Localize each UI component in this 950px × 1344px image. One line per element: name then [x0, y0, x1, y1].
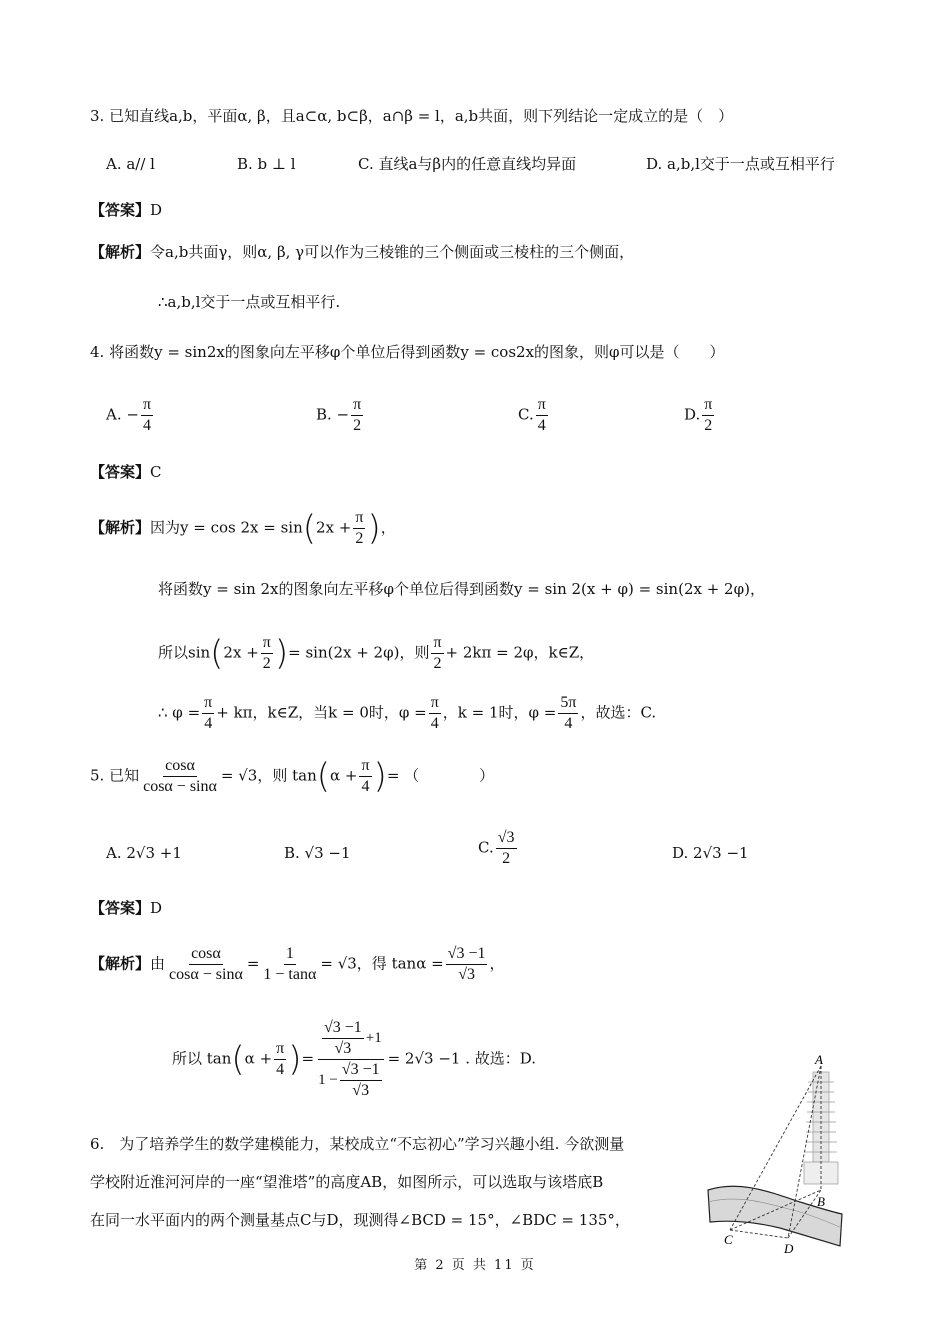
answer-value: D — [150, 201, 163, 219]
q4-option-a — [106, 395, 155, 436]
fraction — [446, 944, 488, 985]
line-cd — [730, 1230, 788, 1238]
numerator: π — [202, 693, 214, 714]
denominator: 2 — [262, 655, 271, 672]
compound-fraction — [316, 1018, 386, 1101]
q5-stem — [90, 756, 494, 797]
q4-option-d — [684, 395, 716, 436]
answer-label: 【答案】 — [90, 201, 151, 219]
fraction — [202, 693, 214, 734]
q5-analysis-2 — [172, 1018, 536, 1101]
right-paren: ) — [274, 633, 289, 674]
equals: = — [301, 1049, 315, 1068]
q4-option-b — [316, 395, 365, 436]
q3-option-d: D. a,b,l交于一点或互相平行 — [646, 155, 835, 173]
label-d: D — [784, 1241, 794, 1256]
fraction — [340, 1060, 382, 1101]
analysis-label: 【解析】 — [90, 518, 151, 537]
numerator: cosα — [163, 756, 197, 777]
tower-figure — [700, 1052, 850, 1262]
text: = √3，得 tanα = — [320, 954, 444, 973]
numerator: π — [274, 1039, 286, 1060]
page-footer: 第 2 页 共 11 页 — [414, 1258, 536, 1273]
denominator: cosα − sinα — [143, 778, 217, 795]
analysis-text: 令a,b共面γ，则α, β, γ可以作为三棱锥的三个侧面或三棱柱的三个侧面， — [150, 243, 635, 261]
q3-option-a: A. a// l — [106, 155, 155, 173]
analysis-label: 【解析】 — [90, 954, 151, 973]
q5-option-c — [478, 828, 519, 869]
left-paren: ( — [210, 633, 224, 674]
q4-option-c — [518, 395, 550, 436]
left-paren: ( — [302, 508, 317, 549]
numerator: 5π — [558, 693, 578, 714]
q5-option-b: B. √3 −1 — [284, 844, 351, 862]
label-a: A — [815, 1052, 823, 1067]
text: 1 − — [318, 1071, 338, 1088]
numerator: π — [359, 756, 371, 777]
text: + kπ，k∈Z，当k = 0时，φ = — [216, 703, 427, 722]
fraction — [141, 395, 153, 436]
left-paren: ( — [231, 1039, 245, 1080]
text: 5. 已知 — [90, 766, 140, 785]
compound-numerator — [318, 1018, 384, 1060]
text: 所以sin — [158, 643, 211, 662]
q3-option-c: C. 直线a与β内的任意直线均异面 — [358, 155, 577, 173]
text: 2x + — [316, 518, 352, 537]
q3-analysis-1 — [90, 241, 634, 263]
text: = （ ） — [386, 766, 495, 785]
fraction — [431, 633, 443, 674]
q4-analysis-1 — [90, 508, 396, 549]
fraction — [353, 508, 365, 549]
numerator: √3 — [496, 828, 517, 849]
denominator: √3 — [334, 1040, 352, 1057]
text: ∴ φ = — [158, 703, 201, 722]
text: = 2√3 −1 . 故选：D. — [387, 1049, 537, 1068]
answer-value: C — [150, 463, 162, 481]
denominator: 2 — [433, 655, 442, 672]
option-prefix: C. — [518, 405, 534, 424]
fraction — [261, 944, 318, 985]
text: 由 — [150, 954, 166, 973]
text: α + — [244, 1049, 273, 1068]
text: ， — [380, 518, 396, 537]
text: +1 — [365, 1029, 382, 1046]
fraction — [429, 693, 441, 734]
numerator: √3 −1 — [322, 1018, 364, 1039]
fraction — [322, 1018, 364, 1059]
q4-answer — [90, 461, 162, 483]
option-prefix: A. − — [106, 405, 139, 424]
answer-value: D — [150, 899, 163, 917]
denominator: 4 — [537, 417, 546, 434]
denominator: 4 — [564, 715, 573, 732]
q5-option-a: A. 2√3 +1 — [106, 844, 182, 862]
fraction — [141, 756, 219, 797]
option-prefix: B. − — [316, 405, 350, 424]
fraction — [558, 693, 578, 734]
right-paren: ) — [373, 756, 387, 797]
denominator: 2 — [502, 850, 511, 867]
denominator: 1 − tanα — [263, 966, 317, 983]
fraction — [496, 828, 517, 869]
fraction — [359, 756, 371, 797]
q5-option-d: D. 2√3 −1 — [672, 844, 749, 862]
q6-line-2: 学校附近淮河河岸的一座“望淮塔”的高度AB，如图所示，可以选取与该塔底B — [90, 1173, 604, 1191]
q3-analysis-2: ∴a,b,l交于一点或互相平行. — [158, 293, 341, 311]
option-prefix: C. — [478, 838, 494, 857]
text: = √3，则 tan — [220, 766, 317, 785]
analysis-label: 【解析】 — [90, 243, 151, 261]
denominator: √3 — [458, 966, 475, 983]
text: = — [246, 954, 260, 973]
q6-line-1: 6. 为了培养学生的数学建模能力，某校成立“不忘初心”学习兴趣小组. 今欲测量 — [90, 1135, 625, 1153]
fraction — [261, 633, 273, 674]
left-paren: ( — [316, 756, 330, 797]
denominator: 4 — [430, 715, 439, 732]
q4-analysis-2: 将函数y = sin 2x的图象向左平移φ个单位后得到函数y = sin 2(x + φ) = sin(2x + 2φ)， — [158, 580, 765, 598]
text: + 2kπ = 2φ，k∈Z， — [445, 643, 595, 662]
numerator: π — [536, 395, 548, 416]
label-c: C — [724, 1232, 733, 1247]
option-prefix: D. — [684, 405, 701, 424]
numerator: π — [141, 395, 153, 416]
numerator: π — [702, 395, 714, 416]
answer-label: 【答案】 — [90, 463, 151, 481]
text: ，k = 1时，φ = — [442, 703, 557, 722]
numerator: π — [429, 693, 441, 714]
right-paren: ) — [367, 508, 381, 549]
text: 2x + — [223, 643, 259, 662]
denominator: 2 — [353, 417, 362, 434]
text: α + — [330, 766, 358, 785]
numerator: cosα — [189, 944, 223, 965]
label-b: B — [817, 1194, 825, 1209]
text: ， — [489, 954, 505, 973]
q5-answer — [90, 897, 162, 919]
text: 所以 tan — [172, 1049, 232, 1068]
text: = sin(2x + 2φ)，则 — [288, 643, 430, 662]
fraction — [167, 944, 245, 985]
q3-answer — [90, 199, 162, 221]
text: 因为y = cos 2x = sin — [150, 518, 303, 537]
q3-option-b: B. b ⊥ l — [237, 155, 296, 173]
fraction — [536, 395, 548, 436]
denominator: cosα − sinα — [169, 966, 243, 983]
fraction — [351, 395, 363, 436]
numerator: √3 −1 — [340, 1060, 382, 1081]
q4-stem: 4. 将函数y = sin2x的图象向左平移φ个单位后得到函数y = cos2x的图象，则φ可以是（ ） — [90, 343, 725, 361]
q3-stem: 3. 已知直线a,b，平面α, β，且a⊂α, b⊂β，a∩β = l，a,b共面，则下列结论一定成立的是（ ） — [90, 107, 734, 125]
denominator: 2 — [704, 417, 713, 434]
fraction — [274, 1039, 286, 1080]
denominator: √3 — [352, 1082, 370, 1099]
numerator: π — [261, 633, 273, 654]
denominator: 4 — [361, 778, 370, 795]
denominator: 4 — [204, 715, 213, 732]
denominator: 4 — [142, 417, 151, 434]
numerator: √3 −1 — [446, 944, 488, 965]
right-paren: ) — [288, 1039, 302, 1080]
numerator: π — [353, 508, 365, 529]
text: ，故选：C. — [580, 703, 657, 722]
denominator: 2 — [355, 530, 364, 547]
compound-denominator — [316, 1060, 386, 1101]
q6-line-3: 在同一水平面内的两个测量基点C与D，现测得∠BCD = 15°，∠BDC = 135°， — [90, 1211, 630, 1229]
answer-label: 【答案】 — [90, 899, 151, 917]
fraction — [702, 395, 714, 436]
numerator: π — [351, 395, 363, 416]
denominator: 4 — [276, 1061, 285, 1078]
q4-analysis-4 — [158, 693, 656, 734]
q5-analysis-1 — [90, 944, 505, 985]
q4-analysis-3 — [158, 633, 594, 674]
numerator: 1 — [284, 944, 296, 965]
numerator: π — [431, 633, 443, 654]
